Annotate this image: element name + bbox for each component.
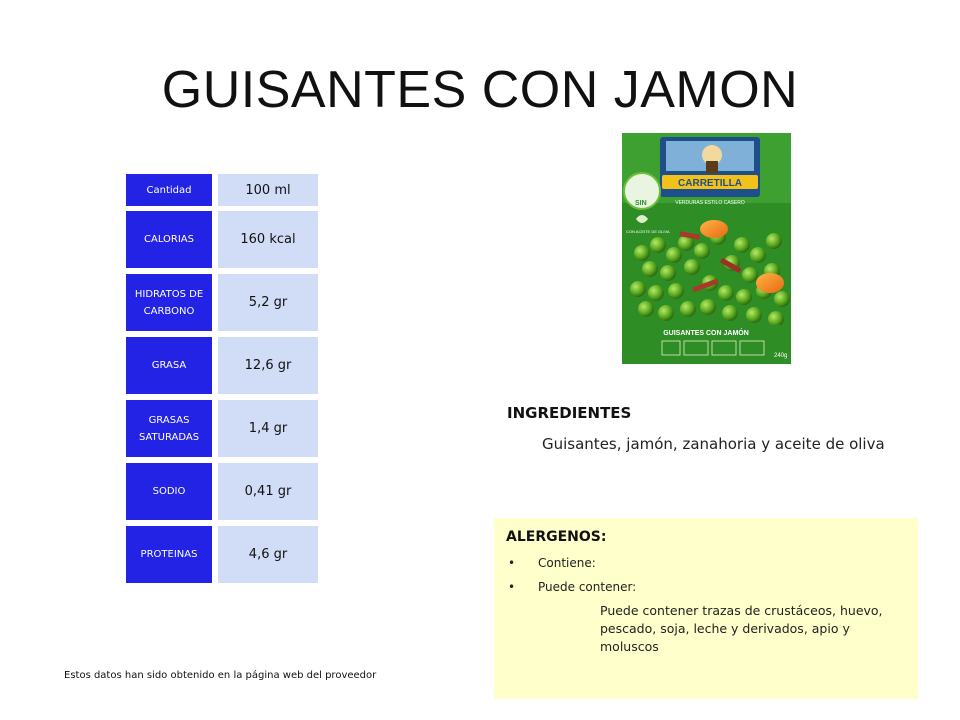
allergen-item-label: Puede contener: — [538, 580, 637, 594]
nutrition-row-cantidad — [126, 174, 318, 206]
nutrition-row-grasas-saturadas — [126, 400, 318, 457]
nutrition-value: 0,41 gr — [218, 463, 318, 520]
allergen-item-puede-contener — [508, 580, 636, 594]
nutrition-label: PROTEINAS — [126, 526, 212, 583]
allergen-item-contiene — [508, 556, 596, 570]
bullet: • — [508, 556, 516, 570]
product-weight: 240g — [774, 353, 788, 359]
nutrition-label: SODIO — [126, 463, 212, 520]
nutrition-row-proteinas — [126, 526, 318, 583]
source-note: Estos datos han sido obtenido en la página web del proveedor — [64, 670, 377, 681]
nutrition-label: CALORIAS — [126, 211, 212, 268]
allergen-heading: ALERGENOS: — [506, 529, 607, 545]
ingredients-text: Guisantes, jamón, zanahoria y aceite de oliva — [542, 435, 885, 453]
nutrition-value: 12,6 gr — [218, 337, 318, 394]
nutrition-value: 4,6 gr — [218, 526, 318, 583]
page-title: GUISANTES CON JAMON — [161, 61, 799, 119]
nutrition-value: 100 ml — [218, 174, 318, 206]
allergen-box — [494, 518, 918, 699]
nutrition-row-grasa — [126, 337, 318, 394]
nutrition-value: 5,2 gr — [218, 274, 318, 331]
nutrition-label: HIDRATOS DE CARBONO — [126, 274, 212, 331]
product-brand: CARRETILLA — [678, 178, 742, 189]
nutrition-row-sodio — [126, 463, 318, 520]
nutrition-row-calorias — [126, 211, 318, 268]
ingredients-heading: INGREDIENTES — [507, 404, 632, 422]
product-image — [622, 133, 791, 364]
nutrition-value: 160 kcal — [218, 211, 318, 268]
allergen-detail: Puede contener trazas de crustáceos, huevo, pescado, soja, leche y derivados, apio y moluscos — [600, 603, 883, 654]
nutrition-label: GRASA — [126, 337, 212, 394]
product-tagline: VERDURAS ESTILO CASERO — [675, 200, 745, 206]
product-badge: SIN — [635, 200, 647, 207]
nutrition-row-hidratos — [126, 274, 318, 331]
product-oil-note: CON ACEITE DE OLIVA — [626, 229, 670, 234]
allergen-item-label: Contiene: — [538, 556, 596, 570]
bullet: • — [508, 580, 516, 594]
nutrition-label: GRASAS SATURADAS — [126, 400, 212, 457]
nutrition-value: 1,4 gr — [218, 400, 318, 457]
nutrition-label: Cantidad — [126, 174, 212, 206]
product-name: GUISANTES CON JAMÓN — [663, 330, 749, 337]
